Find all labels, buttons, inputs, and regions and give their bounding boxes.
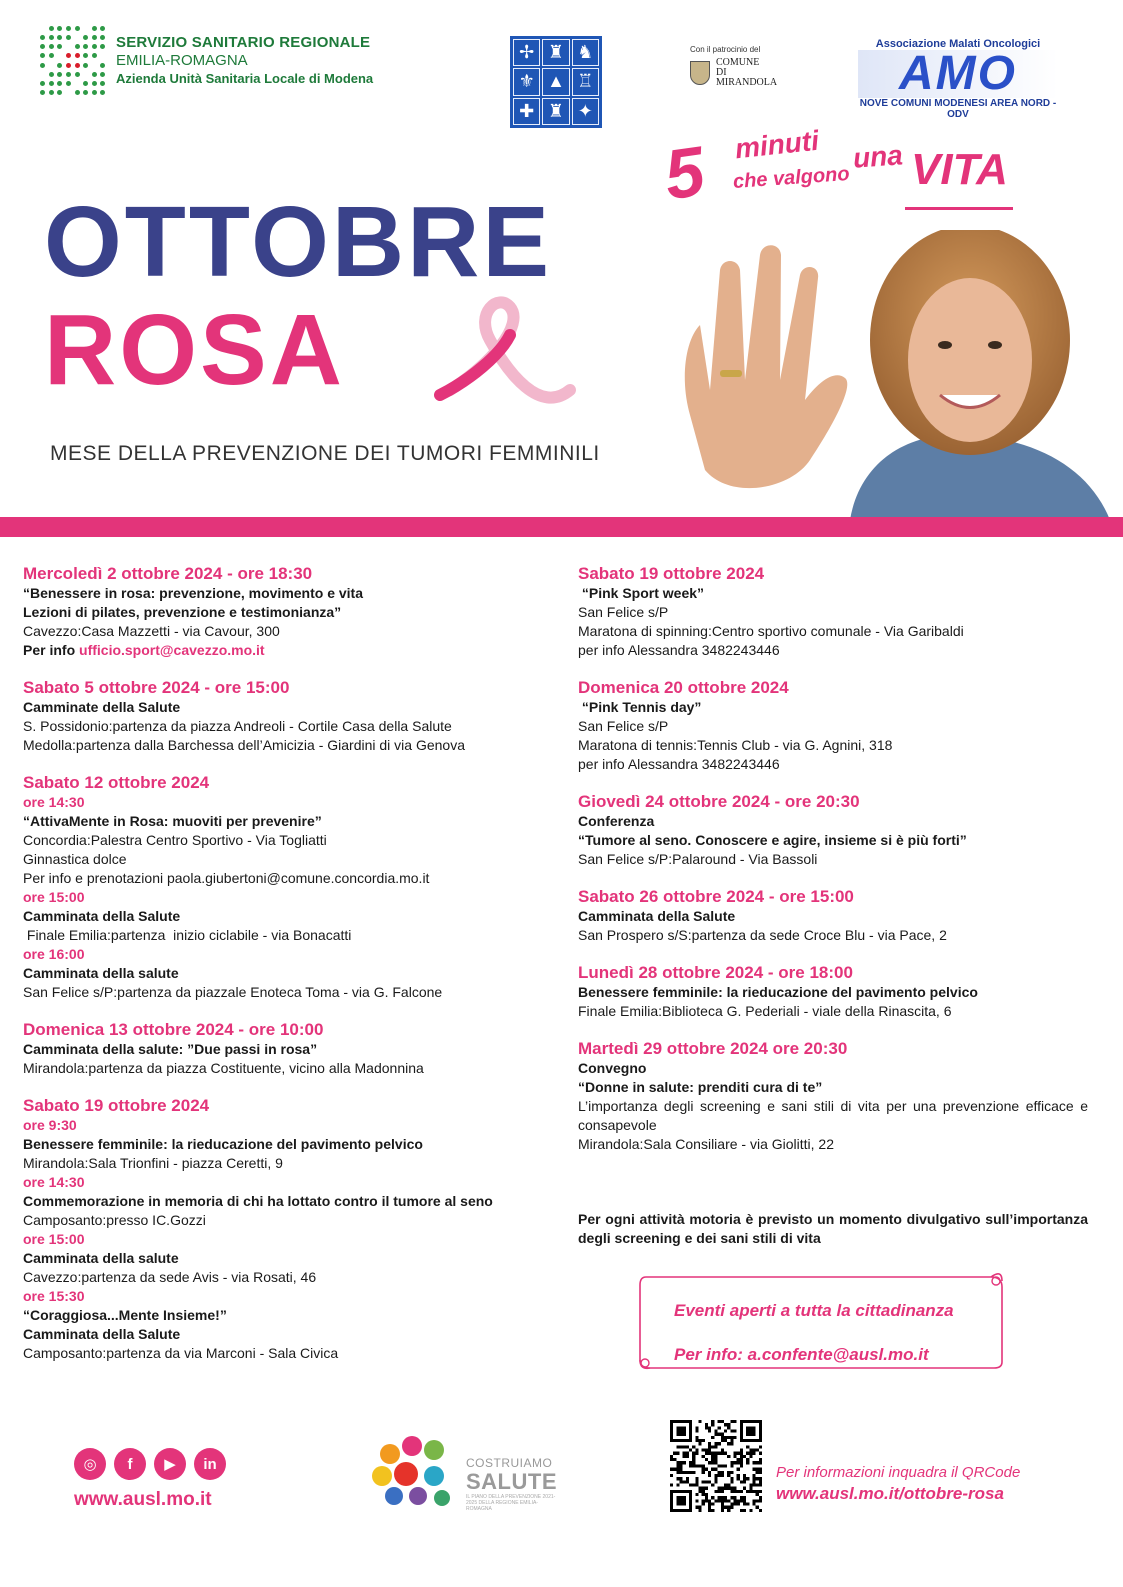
info-scroll-box <box>636 1267 1004 1370</box>
event-place: Mirandola:partenza da piazza Costituente, vicino alla Madonnina <box>23 1060 424 1076</box>
info-email-link[interactable]: ufficio.sport@cavezzo.mo.it <box>79 642 265 658</box>
event-subtitle: “Tumore al seno. Conoscere e agire, insieme si è più forti” <box>578 832 967 848</box>
costruiamo-salute-logo <box>372 1436 562 1512</box>
comune-line-2: DI <box>716 67 727 78</box>
event-item <box>23 772 535 1002</box>
motor-activity-note: Per ogni attività motoria è previsto un momento divulgativo sull’importanza degli screening e dei sani stili di vita <box>578 1211 1088 1246</box>
ssr-logo <box>40 26 373 96</box>
cs-line-2: SALUTE <box>466 1469 557 1494</box>
scroll-line-open-events: Eventi aperti a tutta la cittadinanza <box>674 1301 954 1320</box>
event-date: Sabato 5 ottobre 2024 - ore 15:00 <box>23 678 290 697</box>
event-subtitle: “Donne in salute: prenditi cura di te” <box>578 1079 823 1095</box>
amo-subtitle: NOVE COMUNI MODENESI AREA NORD - ODV <box>859 98 1057 120</box>
event-date: Sabato 19 ottobre 2024 <box>23 1096 210 1115</box>
event-place: Finale Emilia:Biblioteca G. Pederiali - viale della Rinascita, 6 <box>578 1003 952 1019</box>
event-title: Camminata della salute <box>23 1250 179 1266</box>
event-place: San Felice s/P:partenza da piazzale Enoteca Toma - via G. Falcone <box>23 984 443 1000</box>
comune-line-3: MIRANDOLA <box>716 77 778 88</box>
event-place: Cavezzo:partenza da sede Avis - via Rosati, 46 <box>23 1269 317 1285</box>
slogan-una: una <box>851 139 904 174</box>
events-left-column <box>23 563 535 1380</box>
mirandola-shield-icon <box>690 61 710 85</box>
event-item <box>578 677 1088 774</box>
event-date: Lunedì 28 ottobre 2024 - ore 18:00 <box>578 963 853 982</box>
events-right-column <box>578 563 1088 1171</box>
scroll-line-info-email[interactable]: Per info: a.confente@ausl.mo.it <box>674 1345 929 1364</box>
event-description: L’importanza degli screening e sani stili di vita per una prevenzione efficace e consapevole <box>578 1098 1088 1133</box>
event-date: Sabato 19 ottobre 2024 <box>578 564 765 583</box>
event-title: “Pink Tennis day” <box>578 699 702 715</box>
event-time: ore 9:30 <box>23 1117 77 1133</box>
comune-line-1: COMUNE <box>716 57 760 68</box>
pink-ribbon-icon <box>430 295 580 435</box>
event-time: ore 14:30 <box>23 1174 85 1190</box>
slogan-five: 5 <box>659 131 710 215</box>
prevention-circles-icon <box>372 1436 462 1506</box>
event-date: Sabato 26 ottobre 2024 - ore 15:00 <box>578 887 854 906</box>
event-title: Camminata della Salute <box>23 908 181 924</box>
slogan-underline <box>905 207 1013 210</box>
patrocinio-label: Con il patrocinio del <box>690 45 761 54</box>
cs-line-3: IL PIANO DELLA PREVENZIONE 2021-2025 DELLA REGIONE EMILIA-ROMAGNA <box>466 1494 556 1512</box>
facebook-icon[interactable]: f <box>114 1448 146 1480</box>
slogan-valgono: che valgono <box>732 162 851 194</box>
event-item <box>578 886 1088 945</box>
slogan-minuti: minuti <box>733 124 821 165</box>
cs-line-1: COSTRUIAMO <box>466 1456 553 1470</box>
event-place: Mirandola:Sala Consiliare - via Giolitti, 22 <box>578 1136 834 1152</box>
event-date: Domenica 13 ottobre 2024 - ore 10:00 <box>23 1020 324 1039</box>
event-place: Mirandola:Sala Trionfini - piazza Ceretti, 9 <box>23 1155 283 1171</box>
event-title: “Benessere in rosa: prevenzione, movimento e vita <box>23 585 364 601</box>
event-contact: Per info e prenotazioni paola.giubertoni@comune.concordia.mo.it <box>23 870 430 886</box>
ssr-title: SERVIZIO SANITARIO REGIONALE <box>116 34 371 51</box>
event-title: “Coraggiosa...Mente Insieme!” <box>23 1307 227 1323</box>
event-item <box>578 962 1088 1021</box>
event-place: San Felice s/P <box>578 604 669 620</box>
title-rosa: ROSA <box>44 294 345 406</box>
event-date: Martedì 29 ottobre 2024 ore 20:30 <box>578 1039 848 1058</box>
event-title: Benessere femminile: la rieducazione del pavimento pelvico <box>578 984 978 1000</box>
event-place: Medolla:partenza dalla Barchessa dell’Amicizia - Giardini di via Genova <box>23 737 465 753</box>
event-title: Lezioni di pilates, prevenzione e testimonianza” <box>23 604 342 620</box>
event-subtitle: Camminata della Salute <box>23 1326 181 1342</box>
event-place: Camposanto:partenza da via Marconi - Sala Civica <box>23 1345 339 1361</box>
event-time: ore 15:30 <box>23 1288 85 1304</box>
subtitle: MESE DELLA PREVENZIONE DEI TUMORI FEMMINILI <box>50 442 600 465</box>
qr-link[interactable]: www.ausl.mo.it/ottobre-rosa <box>776 1484 1004 1503</box>
event-place: San Felice s/P:Palaround - Via Bassoli <box>578 851 818 867</box>
event-item <box>23 1095 535 1363</box>
event-title: Camminata della Salute <box>578 908 736 924</box>
event-item <box>578 791 1088 869</box>
website-link[interactable]: www.ausl.mo.it <box>74 1489 212 1510</box>
event-time: ore 15:00 <box>23 889 85 905</box>
event-item <box>578 563 1088 660</box>
patrocinio-block <box>690 45 800 88</box>
event-item <box>23 1019 535 1078</box>
event-title: “AttivaMente in Rosa: muoviti per prevenire” <box>23 813 322 829</box>
event-contact: per info Alessandra 3482243446 <box>578 756 780 772</box>
amo-wordmark: AMO <box>858 50 1058 98</box>
event-item <box>23 563 535 660</box>
slogan-vita: VITA <box>911 145 1008 194</box>
event-title: Commemorazione in memoria di chi ha lottato contro il tumore al seno <box>23 1193 493 1209</box>
qr-info <box>776 1464 1020 1504</box>
event-date: Sabato 12 ottobre 2024 <box>23 773 210 792</box>
event-time: ore 16:00 <box>23 946 85 962</box>
event-detail: Ginnastica dolce <box>23 851 127 867</box>
slogan <box>659 124 1025 220</box>
pink-divider-bar <box>0 517 1123 537</box>
event-title: Camminata della salute <box>23 965 179 981</box>
event-item <box>23 677 535 755</box>
event-title: Conferenza <box>578 813 655 829</box>
event-item <box>578 1038 1088 1154</box>
event-time: ore 14:30 <box>23 794 85 810</box>
event-time: ore 15:00 <box>23 1231 85 1247</box>
social-icons <box>74 1448 226 1480</box>
ssr-region: EMILIA-ROMAGNA <box>116 52 248 69</box>
event-place: San Prospero s/S:partenza da sede Croce Blu - via Pace, 2 <box>578 927 947 943</box>
event-title: Camminata della salute: ”Due passi in rosa” <box>23 1041 318 1057</box>
event-title: Benessere femminile: la rieducazione del pavimento pelvico <box>23 1136 423 1152</box>
ssr-agency: Azienda Unità Sanitaria Locale di Modena <box>116 71 374 86</box>
qr-code-icon[interactable] <box>670 1420 762 1512</box>
event-place: Cavezzo:Casa Mazzetti - via Cavour, 300 <box>23 623 280 639</box>
woman-hand-photo <box>650 230 1123 520</box>
event-date: Mercoledì 2 ottobre 2024 - ore 18:30 <box>23 564 313 583</box>
event-place: San Felice s/P <box>578 718 669 734</box>
event-title: Convegno <box>578 1060 647 1076</box>
event-contact: per info Alessandra 3482243446 <box>578 642 780 658</box>
amo-top-text: Associazione Malati Oncologici <box>875 38 1041 50</box>
title-ottobre: OTTOBRE <box>44 186 553 298</box>
linkedin-icon[interactable]: in <box>194 1448 226 1480</box>
event-place: Camposanto:presso IC.Gozzi <box>23 1212 206 1228</box>
event-date: Giovedì 24 ottobre 2024 - ore 20:30 <box>578 792 860 811</box>
event-place: Concordia:Palestra Centro Sportivo - Via Togliatti <box>23 832 327 848</box>
ssr-dot-pattern-icon <box>40 26 106 96</box>
instagram-icon[interactable]: ◎ <box>74 1448 106 1480</box>
info-label: Per info <box>23 642 76 658</box>
event-title: Camminate della Salute <box>23 699 181 715</box>
event-place: S. Possidonio:partenza da piazza Andreoli - Cortile Casa della Salute <box>23 718 452 734</box>
event-title: “Pink Sport week” <box>578 585 705 601</box>
event-place: Maratona di spinning:Centro sportivo comunale - Via Garibaldi <box>578 623 964 639</box>
event-place: Finale Emilia:partenza inizio ciclabile - via Bonacatti <box>23 927 352 943</box>
event-place: Maratona di tennis:Tennis Club - via G. Agnini, 318 <box>578 737 893 753</box>
amo-logo <box>858 38 1058 120</box>
event-date: Domenica 20 ottobre 2024 <box>578 678 789 697</box>
coat-of-arms-icon: ✢ ♜ ♞ ⚜ ▲ ♖ ✚ ♜ ✦ <box>510 36 602 128</box>
qr-instructions: Per informazioni inquadra il QRCode <box>776 1464 1021 1481</box>
youtube-icon[interactable]: ▶ <box>154 1448 186 1480</box>
